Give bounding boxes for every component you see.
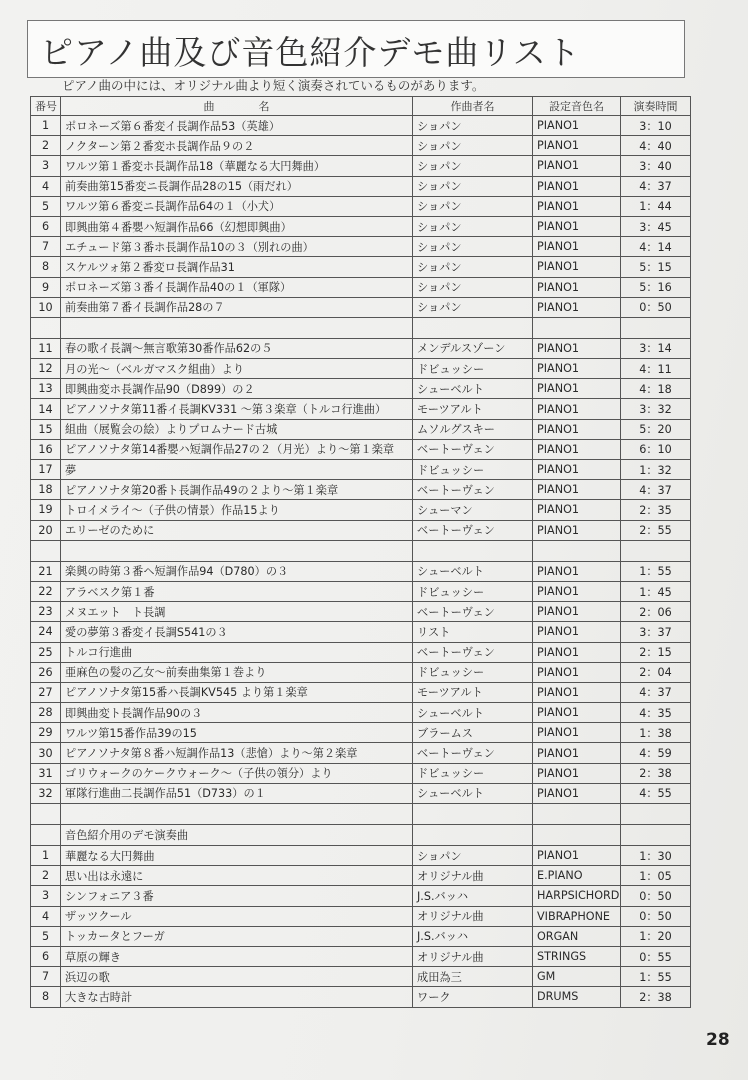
table-row	[31, 926, 691, 946]
cell-tone: PIANO1	[533, 338, 621, 358]
table-row	[31, 763, 691, 783]
cell-tone: PIANO1	[533, 581, 621, 601]
cell-tone: PIANO1	[533, 439, 621, 459]
cell-composer: リスト	[413, 622, 533, 642]
cell-composer: モーツアルト	[413, 399, 533, 419]
cell-title: 春の歌イ長調〜無言歌第30番作品62の５	[61, 338, 413, 358]
cell-time: 5：15	[621, 257, 691, 277]
cell-time: 3：37	[621, 622, 691, 642]
table-row	[31, 156, 691, 176]
cell-tone: PIANO1	[533, 460, 621, 480]
cell-composer: ブラームス	[413, 723, 533, 743]
table-row	[31, 846, 691, 866]
table-row	[31, 642, 691, 662]
cell-composer: メンデルスゾーン	[413, 338, 533, 358]
cell-no: 21	[31, 561, 61, 581]
cell-no: 12	[31, 359, 61, 379]
cell-tone: PIANO1	[533, 379, 621, 399]
cell-tone: PIANO1	[533, 500, 621, 520]
cell-no: 5	[31, 196, 61, 216]
table-row	[31, 257, 691, 277]
cell-composer: シューマン	[413, 500, 533, 520]
cell-composer: シューベルト	[413, 561, 533, 581]
cell-no: 1	[31, 116, 61, 136]
cell-tone: PIANO1	[533, 419, 621, 439]
cell-tone: PIANO1	[533, 136, 621, 156]
cell-no: 17	[31, 460, 61, 480]
cell-title: 思い出は永遠に	[61, 866, 413, 886]
cell-no: 2	[31, 136, 61, 156]
cell-tone: PIANO1	[533, 257, 621, 277]
cell-composer: ショパン	[413, 216, 533, 236]
table-row	[31, 886, 691, 906]
title-box	[27, 20, 685, 78]
cell-title: エチュード第３番ホ長調作品10の３（別れの曲）	[61, 237, 413, 257]
cell-tone: PIANO1	[533, 359, 621, 379]
cell-tone: E.PIANO	[533, 866, 621, 886]
cell-no: 26	[31, 662, 61, 682]
cell-composer: ムソルグスキー	[413, 419, 533, 439]
cell-no: 6	[31, 216, 61, 236]
cell-tone: PIANO1	[533, 216, 621, 236]
cell-title: ワルツ第15番作品39の15	[61, 723, 413, 743]
cell-time: 6：10	[621, 439, 691, 459]
cell-no: 20	[31, 520, 61, 540]
table-row	[31, 136, 691, 156]
cell-time: 0：50	[621, 297, 691, 317]
table-row	[31, 743, 691, 763]
table-row	[31, 359, 691, 379]
cell-title: ポロネーズ第６番変イ長調作品53（英雄）	[61, 116, 413, 136]
cell-title: ピアノソナタ第11番イ長調KV331 〜第３楽章（トルコ行進曲）	[61, 399, 413, 419]
table-row	[31, 277, 691, 297]
cell-tone: PIANO1	[533, 622, 621, 642]
table-header-row	[31, 97, 691, 116]
cell-tone: PIANO1	[533, 561, 621, 581]
cell-tone: PIANO1	[533, 196, 621, 216]
cell-title: メヌエット ト長調	[61, 602, 413, 622]
cell-title: ピアノソナタ第８番ハ短調作品13（悲愴）より〜第２楽章	[61, 743, 413, 763]
cell-title: 月の光〜（ベルガマスク組曲）より	[61, 359, 413, 379]
cell-tone: PIANO1	[533, 156, 621, 176]
table-row	[31, 703, 691, 723]
cell-time: 2：35	[621, 500, 691, 520]
cell-tone: DRUMS	[533, 987, 621, 1007]
cell-no: 25	[31, 642, 61, 662]
group-separator-row	[31, 317, 691, 338]
table-row	[31, 116, 691, 136]
cell-title: 草原の輝き	[61, 946, 413, 966]
cell-no: 11	[31, 338, 61, 358]
cell-tone: PIANO1	[533, 743, 621, 763]
cell-composer: ドビュッシー	[413, 359, 533, 379]
cell-tone: ORGAN	[533, 926, 621, 946]
cell-no: 30	[31, 743, 61, 763]
cell-title: スケルツォ第２番変ロ長調作品31	[61, 257, 413, 277]
table-row	[31, 379, 691, 399]
cell-time: 3：40	[621, 156, 691, 176]
cell-time: 1：20	[621, 926, 691, 946]
cell-no: 6	[31, 946, 61, 966]
cell-composer: オリジナル曲	[413, 866, 533, 886]
cell-composer: J.S.バッハ	[413, 926, 533, 946]
cell-tone: PIANO1	[533, 480, 621, 500]
cell-tone: PIANO1	[533, 237, 621, 257]
table-row	[31, 967, 691, 987]
cell-title: トッカータとフーガ	[61, 926, 413, 946]
cell-no: 22	[31, 581, 61, 601]
cell-no: 2	[31, 866, 61, 886]
table-row	[31, 866, 691, 886]
cell-title: 浜辺の歌	[61, 967, 413, 987]
cell-time: 0：50	[621, 906, 691, 926]
cell-composer: ドビュッシー	[413, 662, 533, 682]
cell-composer: モーツアルト	[413, 682, 533, 702]
cell-composer: ベートーヴェン	[413, 743, 533, 763]
cell-composer: ベートーヴェン	[413, 520, 533, 540]
cell-composer: ベートーヴェン	[413, 439, 533, 459]
cell-time: 1：30	[621, 846, 691, 866]
table-row	[31, 561, 691, 581]
cell-title: 即興曲変ホ長調作品90（D899）の２	[61, 379, 413, 399]
cell-composer: シューベルト	[413, 703, 533, 723]
cell-time: 4：40	[621, 136, 691, 156]
cell-composer: ドビュッシー	[413, 581, 533, 601]
cell-composer: ショパン	[413, 196, 533, 216]
cell-composer: ショパン	[413, 156, 533, 176]
cell-tone: VIBRAPHONE	[533, 906, 621, 926]
cell-composer: ショパン	[413, 136, 533, 156]
header-title: 曲 名	[61, 97, 413, 116]
cell-composer: オリジナル曲	[413, 946, 533, 966]
cell-composer: ベートーヴェン	[413, 602, 533, 622]
cell-no: 7	[31, 967, 61, 987]
group-separator-row	[31, 540, 691, 561]
cell-title: 軍隊行進曲二長調作品51（D733）の１	[61, 783, 413, 803]
cell-no: 3	[31, 156, 61, 176]
cell-tone: PIANO1	[533, 176, 621, 196]
cell-no: 15	[31, 419, 61, 439]
cell-time: 4：37	[621, 480, 691, 500]
group-separator-row	[31, 804, 691, 825]
cell-tone: PIANO1	[533, 642, 621, 662]
cell-title: ピアノソナタ第15番ハ長調KV545 より第１楽章	[61, 682, 413, 702]
cell-time: 3：10	[621, 116, 691, 136]
cell-composer: ショパン	[413, 237, 533, 257]
header-tone: 設定音色名	[533, 97, 621, 116]
cell-tone: PIANO1	[533, 116, 621, 136]
cell-time: 3：45	[621, 216, 691, 236]
cell-time: 2：15	[621, 642, 691, 662]
cell-time: 4：55	[621, 783, 691, 803]
table-row	[31, 723, 691, 743]
cell-time: 1：32	[621, 460, 691, 480]
cell-title: ゴリウォークのケークウォーク〜（子供の領分）より	[61, 763, 413, 783]
cell-title: ピアノソナタ第14番嬰ハ短調作品27の２（月光）より〜第１楽章	[61, 439, 413, 459]
cell-title: シンフォニア３番	[61, 886, 413, 906]
cell-no: 8	[31, 987, 61, 1007]
cell-time: 3：14	[621, 338, 691, 358]
table-row	[31, 987, 691, 1007]
cell-no: 18	[31, 480, 61, 500]
cell-composer: ドビュッシー	[413, 460, 533, 480]
cell-no: 16	[31, 439, 61, 459]
cell-tone: PIANO1	[533, 763, 621, 783]
table-row	[31, 946, 691, 966]
cell-tone: PIANO1	[533, 703, 621, 723]
table-row	[31, 216, 691, 236]
cell-no: 1	[31, 846, 61, 866]
cell-time: 1：44	[621, 196, 691, 216]
cell-time: 4：37	[621, 176, 691, 196]
subtitle-note: ピアノ曲の中には、オリジナル曲より短く演奏されているものがあります。	[62, 78, 485, 93]
cell-no: 23	[31, 602, 61, 622]
table-row	[31, 399, 691, 419]
cell-time: 1：05	[621, 866, 691, 886]
table-row	[31, 662, 691, 682]
cell-time: 2：06	[621, 602, 691, 622]
cell-title: 大きな古時計	[61, 987, 413, 1007]
demo-section-label: 音色紹介用のデモ演奏曲	[61, 825, 413, 846]
table-row	[31, 520, 691, 540]
cell-time: 2：38	[621, 987, 691, 1007]
cell-composer: シューベルト	[413, 379, 533, 399]
table-row	[31, 439, 691, 459]
cell-composer: 成田為三	[413, 967, 533, 987]
cell-title: ポロネーズ第３番イ長調作品40の１（軍隊）	[61, 277, 413, 297]
cell-title: 夢	[61, 460, 413, 480]
table-row	[31, 297, 691, 317]
cell-title: 愛の夢第３番変イ長調S541の３	[61, 622, 413, 642]
cell-composer: J.S.バッハ	[413, 886, 533, 906]
cell-title: アラベスク第１番	[61, 581, 413, 601]
cell-time: 0：50	[621, 886, 691, 906]
cell-no: 4	[31, 906, 61, 926]
cell-composer: ドビュッシー	[413, 763, 533, 783]
cell-time: 2：55	[621, 520, 691, 540]
table-row	[31, 500, 691, 520]
cell-tone: PIANO1	[533, 399, 621, 419]
cell-time: 4：35	[621, 703, 691, 723]
header-time: 演奏時間	[621, 97, 691, 116]
song-list-table	[30, 96, 691, 1008]
cell-no: 29	[31, 723, 61, 743]
cell-composer: オリジナル曲	[413, 906, 533, 926]
cell-composer: ワーク	[413, 987, 533, 1007]
header-composer: 作曲者名	[413, 97, 533, 116]
cell-no: 7	[31, 237, 61, 257]
cell-tone: PIANO1	[533, 682, 621, 702]
cell-composer: ショパン	[413, 257, 533, 277]
table-row	[31, 602, 691, 622]
cell-title: トロイメライ〜（子供の情景）作品15より	[61, 500, 413, 520]
cell-composer: ショパン	[413, 846, 533, 866]
cell-tone: PIANO1	[533, 783, 621, 803]
cell-title: 組曲（展覧会の絵）よりプロムナード古城	[61, 419, 413, 439]
cell-title: 即興曲第４番嬰ハ短調作品66（幻想即興曲）	[61, 216, 413, 236]
cell-no: 24	[31, 622, 61, 642]
table-row	[31, 783, 691, 803]
cell-tone: PIANO1	[533, 297, 621, 317]
cell-tone: PIANO1	[533, 846, 621, 866]
cell-time: 2：04	[621, 662, 691, 682]
cell-title: 前奏曲第15番変ニ長調作品28の15（雨だれ）	[61, 176, 413, 196]
cell-no: 9	[31, 277, 61, 297]
cell-tone: PIANO1	[533, 520, 621, 540]
group-separator-row	[31, 825, 691, 846]
cell-composer: ショパン	[413, 176, 533, 196]
page-title: ピアノ曲及び音色紹介デモ曲リスト	[40, 33, 581, 72]
cell-title: ワルツ第６番変ニ長調作品64の１（小犬）	[61, 196, 413, 216]
cell-tone: PIANO1	[533, 277, 621, 297]
cell-no: 4	[31, 176, 61, 196]
cell-time: 1：38	[621, 723, 691, 743]
cell-time: 2：38	[621, 763, 691, 783]
cell-tone: PIANO1	[533, 723, 621, 743]
table-row	[31, 176, 691, 196]
cell-title: トルコ行進曲	[61, 642, 413, 662]
header-no: 番号	[31, 97, 61, 116]
cell-no: 27	[31, 682, 61, 702]
cell-time: 1：55	[621, 561, 691, 581]
cell-composer: ショパン	[413, 116, 533, 136]
cell-title: 華麗なる大円舞曲	[61, 846, 413, 866]
cell-time: 1：45	[621, 581, 691, 601]
cell-composer: シューベルト	[413, 783, 533, 803]
cell-no: 13	[31, 379, 61, 399]
cell-no: 14	[31, 399, 61, 419]
cell-tone: GM	[533, 967, 621, 987]
cell-composer: ベートーヴェン	[413, 642, 533, 662]
cell-time: 0：55	[621, 946, 691, 966]
table-row	[31, 622, 691, 642]
table-row	[31, 460, 691, 480]
cell-title: ザッツクール	[61, 906, 413, 926]
cell-time: 4：11	[621, 359, 691, 379]
cell-no: 28	[31, 703, 61, 723]
cell-title: 楽興の時第３番ヘ短調作品94（D780）の３	[61, 561, 413, 581]
table-row	[31, 419, 691, 439]
table-row	[31, 196, 691, 216]
table-row	[31, 480, 691, 500]
cell-time: 5：16	[621, 277, 691, 297]
table-row	[31, 338, 691, 358]
cell-composer: ショパン	[413, 297, 533, 317]
table-row	[31, 581, 691, 601]
table-row	[31, 237, 691, 257]
cell-no: 3	[31, 886, 61, 906]
cell-composer: ベートーヴェン	[413, 480, 533, 500]
cell-time: 4：18	[621, 379, 691, 399]
cell-no: 19	[31, 500, 61, 520]
cell-no: 10	[31, 297, 61, 317]
cell-time: 4：14	[621, 237, 691, 257]
table-row	[31, 906, 691, 926]
cell-time: 1：55	[621, 967, 691, 987]
cell-title: 亜麻色の髪の乙女〜前奏曲集第１巻より	[61, 662, 413, 682]
cell-tone: STRINGS	[533, 946, 621, 966]
cell-no: 5	[31, 926, 61, 946]
page-number: 28	[706, 1030, 730, 1050]
cell-composer: ショパン	[413, 277, 533, 297]
cell-tone: PIANO1	[533, 602, 621, 622]
cell-title: ワルツ第１番変ホ長調作品18（華麗なる大円舞曲）	[61, 156, 413, 176]
cell-tone: PIANO1	[533, 662, 621, 682]
cell-title: ノクターン第２番変ホ長調作品９の２	[61, 136, 413, 156]
cell-no: 8	[31, 257, 61, 277]
cell-title: 即興曲変ト長調作品90の３	[61, 703, 413, 723]
cell-time: 4：37	[621, 682, 691, 702]
cell-time: 5：20	[621, 419, 691, 439]
table-row	[31, 682, 691, 702]
cell-no: 31	[31, 763, 61, 783]
cell-time: 3：32	[621, 399, 691, 419]
cell-title: エリーゼのために	[61, 520, 413, 540]
cell-tone: HARPSICHORD	[533, 886, 621, 906]
cell-time: 4：59	[621, 743, 691, 763]
cell-title: ピアノソナタ第20番ト長調作品49の２より〜第１楽章	[61, 480, 413, 500]
cell-title: 前奏曲第７番イ長調作品28の７	[61, 297, 413, 317]
cell-no: 32	[31, 783, 61, 803]
